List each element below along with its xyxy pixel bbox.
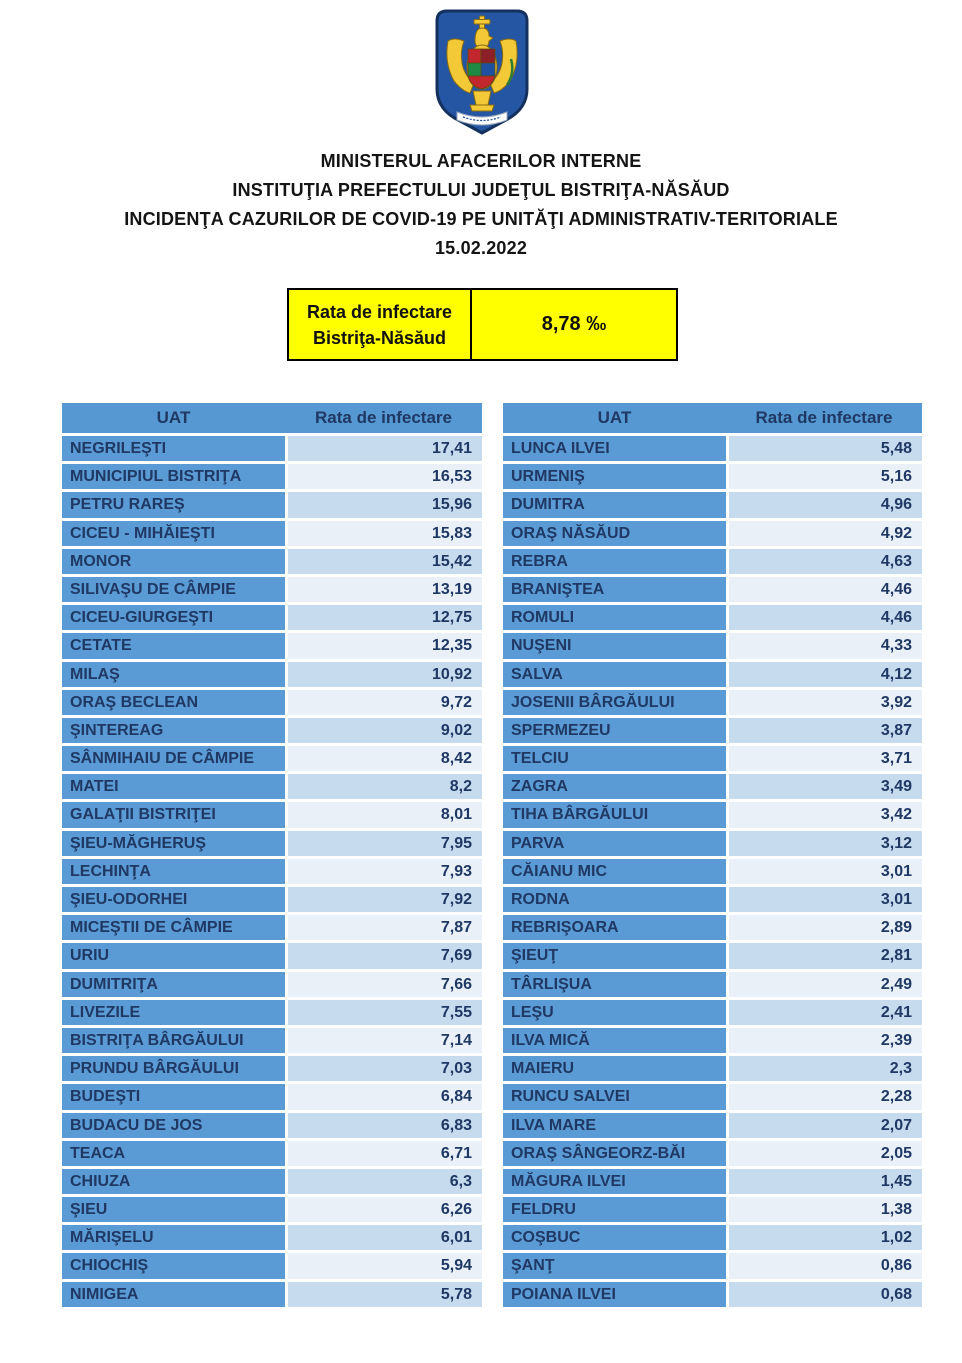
table-row [62,1056,482,1081]
rate-cell: 0,68 [729,1282,922,1307]
table-row [503,1028,922,1053]
rate-cell: 1,38 [729,1197,922,1222]
uat-cell: RUNCU SALVEI [503,1084,726,1109]
rate-cell: 5,78 [288,1282,482,1307]
uat-cell: ŞIEUŢ [503,943,726,968]
uat-cell: CHIUZA [62,1169,285,1194]
table-row [503,915,922,940]
table-row [503,831,922,856]
table-row [62,436,482,461]
table-row [503,943,922,968]
uat-cell: BISTRIŢA BÂRGĂULUI [62,1028,285,1053]
uat-cell: MONOR [62,549,285,574]
rate-cell: 3,87 [729,718,922,743]
uat-cell: SILIVAŞU DE CÂMPIE [62,577,285,602]
rate-cell: 4,92 [729,521,922,546]
uat-cell: LECHINŢA [62,859,285,884]
uat-cell: TELCIU [503,746,726,771]
table-row [503,633,922,658]
uat-cell: MILAŞ [62,662,285,687]
uat-cell: CETATE [62,633,285,658]
table-row [62,915,482,940]
table-row [62,887,482,912]
rate-cell: 1,02 [729,1225,922,1250]
rate-cell: 3,12 [729,831,922,856]
uat-cell: NUŞENI [503,633,726,658]
uat-cell: SÂNMIHAIU DE CÂMPIE [62,746,285,771]
rate-cell: 7,55 [288,1000,482,1025]
rate-cell: 2,39 [729,1028,922,1053]
rate-cell: 17,41 [288,436,482,461]
rate-cell: 6,3 [288,1169,482,1194]
table-row [62,464,482,489]
uat-cell: ROMULI [503,605,726,630]
rate-cell: 2,49 [729,972,922,997]
table-row [503,774,922,799]
rate-cell: 15,96 [288,492,482,517]
uat-cell: TIHA BÂRGĂULUI [503,802,726,827]
rate-cell: 2,28 [729,1084,922,1109]
county-rate-label-line1: Rata de infectare [306,301,453,322]
rate-cell: 6,01 [288,1225,482,1250]
table-row [503,690,922,715]
rate-cell: 2,07 [729,1113,922,1138]
rate-cell: 2,05 [729,1141,922,1166]
uat-cell: SPERMEZEU [503,718,726,743]
county-rate-label-line2: Bistriţa-Năsăud [312,327,447,348]
uat-cell: MATEI [62,774,285,799]
uat-cell: NEGRILEŞTI [62,436,285,461]
romania-mai-coat-of-arms-icon [435,9,529,135]
uat-cell: TÂRLIŞUA [503,972,726,997]
table-body [62,436,482,1307]
uat-cell: ORAŞ SÂNGEORZ-BĂI [503,1141,726,1166]
rate-cell: 7,95 [288,831,482,856]
rate-cell: 13,19 [288,577,482,602]
table-row [503,1169,922,1194]
table-row [62,1169,482,1194]
table-row [503,972,922,997]
uat-cell: ZAGRA [503,774,726,799]
uat-cell: ILVA MARE [503,1113,726,1138]
table-row [62,577,482,602]
rate-cell: 7,66 [288,972,482,997]
uat-cell: RODNA [503,887,726,912]
rate-cell: 4,63 [729,549,922,574]
table-row [503,887,922,912]
uat-cell: GALAŢII BISTRIŢEI [62,802,285,827]
table-row [62,633,482,658]
uat-cell: MĂRIŞELU [62,1225,285,1250]
county-rate-label [289,290,472,359]
uat-cell: POIANA ILVEI [503,1282,726,1307]
table-row [503,802,922,827]
table-row [503,746,922,771]
table-row [503,605,922,630]
uat-cell: DUMITRIŢA [62,972,285,997]
table-row [62,1084,482,1109]
uat-cell: LIVEZILE [62,1000,285,1025]
county-rate-summary-box [287,288,678,361]
table-row [62,774,482,799]
uat-cell: ŞIEU [62,1197,285,1222]
uat-cell: ŞANŢ [503,1253,726,1278]
county-rate-value: 8,78 ‰ [541,313,607,335]
rate-cell: 8,2 [288,774,482,799]
rate-cell: 15,42 [288,549,482,574]
table-row [62,1282,482,1307]
rate-cell: 1,45 [729,1169,922,1194]
rate-cell: 10,92 [288,662,482,687]
rate-cell: 7,92 [288,887,482,912]
table-row [62,521,482,546]
table-row [503,577,922,602]
table-row [62,549,482,574]
rate-cell: 3,71 [729,746,922,771]
uat-cell: BRANIŞTEA [503,577,726,602]
uat-cell: JOSENII BÂRGĂULUI [503,690,726,715]
table-header-row [503,403,922,433]
rate-cell: 12,35 [288,633,482,658]
table-body [503,436,922,1307]
rate-cell: 4,33 [729,633,922,658]
uat-cell: ŞINTEREAG [62,718,285,743]
title-institution: INSTITUŢIA PREFECTULUI JUDEŢUL BISTRIŢA-NĂSĂUD [232,180,730,200]
rate-cell: 3,01 [729,887,922,912]
uat-column-header [503,403,726,433]
uat-cell: URMENIŞ [503,464,726,489]
table-row [62,1028,482,1053]
uat-cell: ORAŞ NĂSĂUD [503,521,726,546]
table-row [62,605,482,630]
uat-cell: CĂIANU MIC [503,859,726,884]
title-ministry: MINISTERUL AFACERILOR INTERNE [320,151,642,171]
uat-cell: NIMIGEA [62,1282,285,1307]
table-row [62,943,482,968]
rate-cell: 2,41 [729,1000,922,1025]
rate-cell: 7,87 [288,915,482,940]
uat-cell: LEŞU [503,1000,726,1025]
uat-cell: URIU [62,943,285,968]
uat-cell: ŞIEU-MĂGHERUŞ [62,831,285,856]
table-row [62,1253,482,1278]
rate-cell: 15,83 [288,521,482,546]
rate-cell: 12,75 [288,605,482,630]
rate-cell: 5,48 [729,436,922,461]
uat-cell: CICEU - MIHĂIEŞTI [62,521,285,546]
uat-rate-table-right [503,403,922,1310]
uat-cell: MUNICIPIUL BISTRIŢA [62,464,285,489]
uat-cell: MĂGURA ILVEI [503,1169,726,1194]
uat-header-label: UAT [597,408,632,427]
table-row [62,1113,482,1138]
uat-rate-table-left [62,403,482,1310]
table-row [503,1084,922,1109]
table-row [62,1141,482,1166]
table-row [503,1253,922,1278]
uat-cell: SALVA [503,662,726,687]
rate-cell: 3,49 [729,774,922,799]
uat-column-header [62,403,285,433]
uat-cell: PRUNDU BÂRGĂULUI [62,1056,285,1081]
uat-cell: REBRA [503,549,726,574]
rate-cell: 8,01 [288,802,482,827]
rate-cell: 8,42 [288,746,482,771]
uat-cell: DUMITRA [503,492,726,517]
table-row [503,521,922,546]
document-title-block [0,147,962,263]
rate-cell: 6,71 [288,1141,482,1166]
table-row [503,1113,922,1138]
rate-header-label: Rata de infectare [755,408,893,427]
table-row [62,1000,482,1025]
rate-cell: 6,84 [288,1084,482,1109]
uat-cell: BUDEŞTI [62,1084,285,1109]
rate-cell: 7,03 [288,1056,482,1081]
rate-cell: 3,42 [729,802,922,827]
uat-cell: MAIERU [503,1056,726,1081]
table-row [503,859,922,884]
rate-column-header [726,403,922,433]
rate-cell: 6,26 [288,1197,482,1222]
rate-cell: 4,12 [729,662,922,687]
uat-cell: ILVA MICĂ [503,1028,726,1053]
rate-cell: 4,46 [729,605,922,630]
table-row [62,1197,482,1222]
table-row [503,464,922,489]
uat-cell: BUDACU DE JOS [62,1113,285,1138]
rate-cell: 7,69 [288,943,482,968]
uat-cell: TEACA [62,1141,285,1166]
table-row [62,492,482,517]
table-row [62,831,482,856]
table-row [62,972,482,997]
uat-cell: CICEU-GIURGEŞTI [62,605,285,630]
uat-cell: CHIOCHIŞ [62,1253,285,1278]
title-date: 15.02.2022 [434,238,528,258]
table-row [503,662,922,687]
uat-cell: COŞBUC [503,1225,726,1250]
rate-cell: 2,81 [729,943,922,968]
rate-cell: 7,93 [288,859,482,884]
uat-header-label: UAT [156,408,191,427]
table-row [62,859,482,884]
table-row [503,1141,922,1166]
rate-cell: 5,16 [729,464,922,489]
uat-cell: LUNCA ILVEI [503,436,726,461]
uat-cell: ORAŞ BECLEAN [62,690,285,715]
rate-cell: 6,83 [288,1113,482,1138]
uat-cell: ŞIEU-ODORHEI [62,887,285,912]
rate-column-header [285,403,482,433]
table-row [503,492,922,517]
rate-cell: 3,92 [729,690,922,715]
table-row [62,1225,482,1250]
table-row [503,436,922,461]
uat-cell: REBRIŞOARA [503,915,726,940]
title-subject: INCIDENŢA CAZURILOR DE COVID-19 PE UNITĂŢI ADMINISTRATIV-TERITORIALE [124,209,838,229]
table-row [62,802,482,827]
table-row [503,1282,922,1307]
rate-cell: 9,02 [288,718,482,743]
rate-cell: 16,53 [288,464,482,489]
rate-cell: 0,86 [729,1253,922,1278]
table-row [503,1000,922,1025]
table-row [503,1225,922,1250]
rate-cell: 7,14 [288,1028,482,1053]
table-row [503,549,922,574]
rate-cell: 4,46 [729,577,922,602]
rate-cell: 2,3 [729,1056,922,1081]
rate-header-label: Rata de infectare [315,408,452,427]
rate-cell: 4,96 [729,492,922,517]
table-row [62,718,482,743]
table-row [62,690,482,715]
rate-cell: 2,89 [729,915,922,940]
uat-cell: PETRU RAREŞ [62,492,285,517]
uat-cell: FELDRU [503,1197,726,1222]
table-row [503,1056,922,1081]
rate-cell: 3,01 [729,859,922,884]
rate-cell: 9,72 [288,690,482,715]
table-row [62,746,482,771]
uat-cell: PARVA [503,831,726,856]
table-header-row [62,403,482,433]
table-row [503,718,922,743]
table-row [503,1197,922,1222]
uat-cell: MICEŞTII DE CÂMPIE [62,915,285,940]
rate-cell: 5,94 [288,1253,482,1278]
table-row [62,662,482,687]
